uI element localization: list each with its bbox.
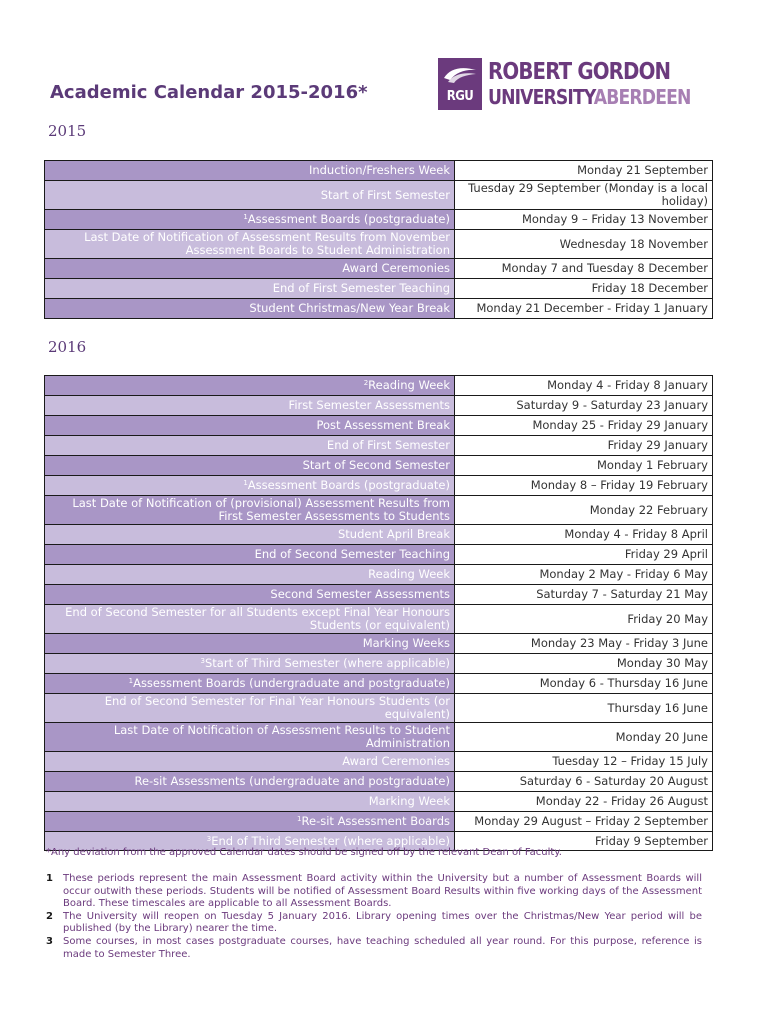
calendar-row: [45, 376, 713, 396]
event-label: [45, 496, 455, 525]
logo-line-1: ROBERT GORDON: [488, 59, 671, 85]
event-date: Monday 2 May - Friday 6 May: [455, 565, 713, 585]
footnote-text: These periods represent the main Assessment Board activity within the University but a number of Assessment Boards will occur outwith these periods. Students will be notified of Assessment Board Results within five working days of the Assessment Board. These timescales are applicable to all Assessment Boards.: [63, 873, 702, 910]
event-date: Saturday 9 - Saturday 23 January: [455, 396, 713, 416]
event-date: Friday 9 September: [455, 832, 713, 851]
event-label: [45, 792, 455, 812]
event-date: Tuesday 12 – Friday 15 July: [455, 752, 713, 772]
event-label-text: Post Assessment Break: [316, 418, 450, 432]
event-date: Monday 8 – Friday 19 February: [455, 476, 713, 496]
event-date: Monday 22 February: [455, 496, 713, 525]
footnote-ref: 3: [200, 657, 205, 665]
event-date: Saturday 7 - Saturday 21 May: [455, 585, 713, 605]
logo-aberdeen: ABERDEEN: [593, 85, 691, 109]
calendar-row: [45, 279, 713, 299]
event-date: Monday 29 August – Friday 2 September: [455, 812, 713, 832]
event-label-text: Start of Third Semester (where applicable): [204, 656, 450, 670]
event-label: [45, 654, 455, 674]
calendar-row: [45, 585, 713, 605]
calendar-row: [45, 565, 713, 585]
event-label-text: End of First Semester Teaching: [272, 281, 450, 295]
calendar-row: [45, 723, 713, 752]
event-label-text: Marking Week: [368, 794, 450, 808]
calendar-row: [45, 812, 713, 832]
event-label: [45, 416, 455, 436]
footnote-ref: 1: [128, 677, 134, 685]
calendar-row: [45, 476, 713, 496]
event-label: [45, 772, 455, 792]
event-label-text: Reading Week: [368, 567, 450, 581]
event-date: Monday 7 and Tuesday 8 December: [455, 259, 713, 279]
event-label-text: Student Christmas/New Year Break: [249, 301, 450, 315]
event-label-text: End of Second Semester for all Students except Final Year Honours Students (or equivalent): [65, 605, 450, 632]
event-label: [45, 545, 455, 565]
deviation-note: *Any deviation from the approved Calendar dates should be signed off by the relevant Dean of Faculty.: [46, 847, 562, 858]
event-label: [45, 161, 455, 181]
event-label: [45, 279, 455, 299]
event-label-text: Re-sit Assessments (undergraduate and postgraduate): [134, 774, 450, 788]
event-date: Friday 29 April: [455, 545, 713, 565]
footnote-text: Some courses, in most cases postgraduate courses, have teaching scheduled all year round. For this purpose, reference is made to Semester Three.: [63, 935, 702, 960]
event-date: Monday 4 - Friday 8 January: [455, 376, 713, 396]
calendar-row: [45, 210, 713, 230]
calendar-row: [45, 605, 713, 634]
event-label-text: End of Second Semester for Final Year Honours Students (or equivalent): [104, 694, 450, 721]
event-label-text: End of Second Semester Teaching: [254, 547, 450, 561]
event-label: [45, 376, 455, 396]
event-label-text: Start of First Semester: [320, 187, 450, 202]
footnote-number: 3: [46, 935, 53, 947]
event-date: Monday 4 - Friday 8 April: [455, 525, 713, 545]
event-date: Friday 20 May: [455, 605, 713, 634]
event-date: Monday 22 - Friday 26 August: [455, 792, 713, 812]
event-label: [45, 634, 455, 654]
footnote-ref: 1: [243, 479, 248, 487]
document-title: Academic Calendar 2015-2016*: [50, 82, 368, 103]
event-date: Friday 18 December: [455, 279, 713, 299]
footnote-item: [46, 873, 702, 911]
calendar-row: [45, 772, 713, 792]
calendar-row: [45, 299, 713, 319]
event-label: [45, 396, 455, 416]
event-date: Monday 1 February: [455, 456, 713, 476]
event-date: Saturday 6 - Saturday 20 August: [455, 772, 713, 792]
event-label-text: Assessment Boards (postgraduate): [247, 478, 450, 492]
event-label-text: Student April Break: [337, 527, 450, 541]
event-label: [45, 565, 455, 585]
event-label-text: End of First Semester: [326, 438, 450, 452]
event-label: [45, 674, 455, 694]
event-label: [45, 752, 455, 772]
calendar-row: [45, 436, 713, 456]
event-date: Wednesday 18 November: [455, 230, 713, 259]
event-date: Monday 6 - Thursday 16 June: [455, 674, 713, 694]
event-label: [45, 812, 455, 832]
event-label-text: Last Date of Notification of Assessment Results to Student Administration: [113, 723, 450, 750]
event-label-text: Assessment Boards (postgraduate): [247, 212, 450, 226]
event-label-text: End of Third Semester (where applicable): [211, 833, 450, 848]
event-label-text: Assessment Boards (undergraduate and postgraduate): [133, 676, 450, 690]
logo-mark: [438, 58, 482, 110]
event-label-text: Reading Week: [368, 378, 450, 392]
event-label: [45, 436, 455, 456]
event-label: [45, 585, 455, 605]
calendar-row: [45, 792, 713, 812]
event-label-text: Last Date of Notification of Assessment Results from November Assessment Boards to Student Administration: [84, 230, 450, 257]
footnote-item: [46, 936, 702, 961]
event-label: [45, 181, 455, 210]
calendar-row: [45, 496, 713, 525]
event-date: Friday 29 January: [455, 436, 713, 456]
wave-icon: [442, 64, 478, 84]
calendar-row: [45, 674, 713, 694]
calendar-row: [45, 259, 713, 279]
calendar-row: [45, 416, 713, 436]
event-label-text: Re-sit Assessment Boards: [301, 814, 450, 828]
calendar-row: [45, 752, 713, 772]
calendar-row: [45, 525, 713, 545]
calendar-row: [45, 694, 713, 723]
event-label: [45, 476, 455, 496]
calendar-row: [45, 456, 713, 476]
calendar-row: [45, 545, 713, 565]
logo-line-2: [488, 87, 691, 107]
event-label: [45, 605, 455, 634]
event-label: [45, 456, 455, 476]
event-date: Monday 20 June: [455, 723, 713, 752]
footnote-number: 2: [46, 910, 53, 922]
event-date: Monday 23 May - Friday 3 June: [455, 634, 713, 654]
event-date: Tuesday 29 September (Monday is a local holiday): [455, 181, 713, 210]
year-heading-2016: 2016: [48, 338, 87, 356]
calendar-row: [45, 230, 713, 259]
rgu-logo: [438, 58, 723, 110]
event-label: [45, 694, 455, 723]
event-date: Thursday 16 June: [455, 694, 713, 723]
calendar-row: [45, 634, 713, 654]
footnote-number: 1: [46, 873, 53, 884]
event-label: [45, 299, 455, 319]
footnote-ref: 2: [363, 379, 369, 387]
calendar-row: [45, 396, 713, 416]
calendar-table-2016: [44, 375, 713, 851]
event-label-text: First Semester Assessments: [288, 398, 450, 412]
event-label: [45, 230, 455, 259]
event-label: [45, 525, 455, 545]
logo-mark-text: RGU: [446, 89, 474, 104]
event-label: [45, 259, 455, 279]
event-label-text: Award Ceremonies: [342, 754, 450, 768]
calendar-row: [45, 161, 713, 181]
event-label-text: Start of Second Semester: [302, 458, 450, 472]
year-heading-2015: 2015: [48, 122, 87, 140]
event-label: [45, 210, 455, 230]
footnote-text: The University will reopen on Tuesday 5 January 2016. Library opening times over the Christmas/New Year period will be published (by the Library) nearer the time.: [63, 910, 702, 935]
footnote-ref: 1: [243, 213, 248, 221]
event-label-text: Last Date of Notification of (provisional) Assessment Results from First Semester Assessments to Students: [72, 496, 450, 523]
calendar-row: [45, 181, 713, 210]
event-label-text: Induction/Freshers Week: [308, 163, 450, 177]
footnotes: [46, 873, 702, 961]
calendar-table-2015: [44, 160, 713, 319]
footnote-ref: 1: [297, 815, 302, 823]
event-date: Monday 21 December - Friday 1 January: [455, 299, 713, 319]
event-date: Monday 21 September: [455, 161, 713, 181]
event-label-text: Award Ceremonies: [342, 261, 450, 275]
footnote-ref: 3: [206, 834, 212, 843]
event-date: Monday 30 May: [455, 654, 713, 674]
event-label: [45, 723, 455, 752]
calendar-row: [45, 654, 713, 674]
footnote-item: [46, 911, 702, 936]
logo-university: UNIVERSITY: [488, 85, 594, 109]
event-label-text: Second Semester Assessments: [270, 587, 450, 601]
event-date: Monday 25 - Friday 29 January: [455, 416, 713, 436]
event-label-text: Marking Weeks: [362, 636, 450, 650]
event-date: Monday 9 – Friday 13 November: [455, 210, 713, 230]
